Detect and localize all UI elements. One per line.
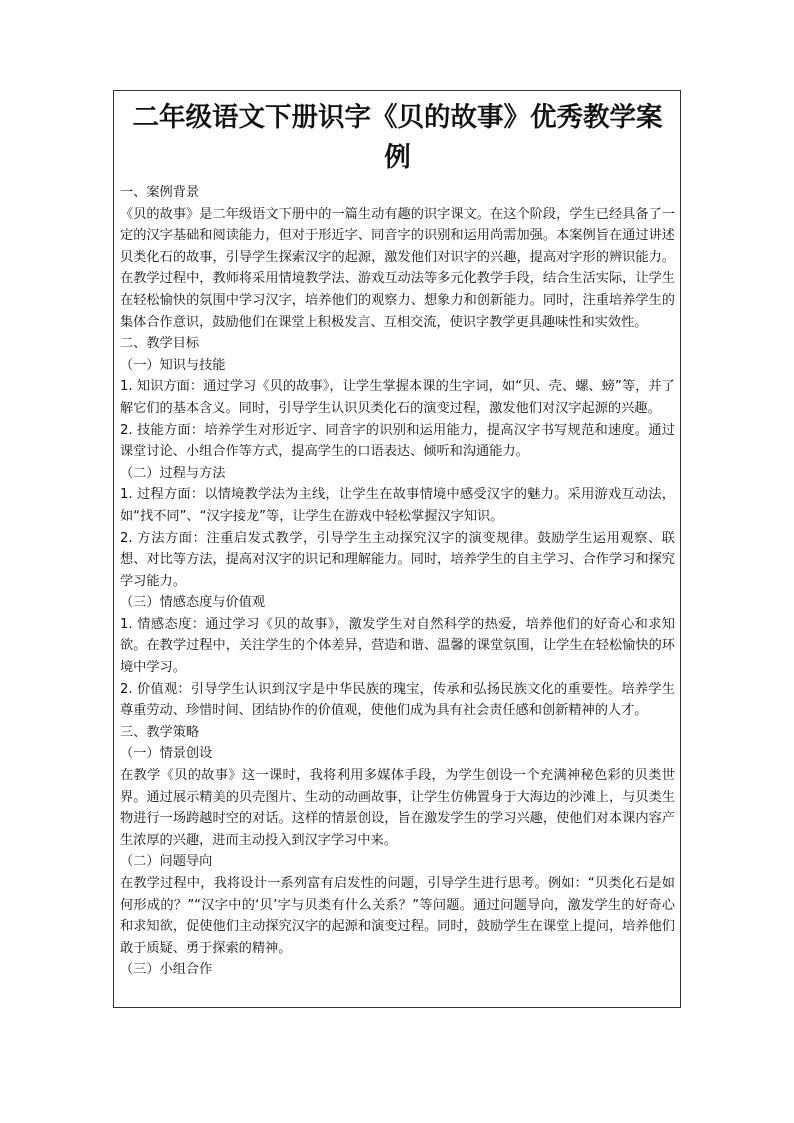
paragraph: 1. 过程方面：以情境教学法为主线，让学生在故事情境中感受汉字的魅力。采用游戏互动法，如“找不同”、“汉字接龙”等，让学生在游戏中轻松掌握汉字知识。 xyxy=(120,487,675,524)
document-frame xyxy=(113,90,681,1008)
section-heading: （一）知识与技能 xyxy=(120,357,226,373)
paragraph: 《贝的故事》是二年级语文下册中的一篇生动有趣的识字课文。在这个阶段，学生已经具备了一定的汉字基础和阅读能力，但对于形近字、同音字的识别和运用尚需加强。本案例旨在通过讲述贝类化石的故事，引导学生探索汉字的起源，激发他们对识字的兴趣，提高对字形的辨识能力。在教学过程中，教师将采用情境教学法、游戏互动法等多元化教学手段，结合生活实际，让学生在轻松愉快的氛围中学习汉字，培养他们的观察力、想象力和创新能力。同时，注重培养学生的集体合作意识，鼓励他们在课堂上积极发言、互相交流，使识字教学更具趣味性和实效性。 xyxy=(120,206,675,330)
paragraph: 1. 知识方面：通过学习《贝的故事》，让学生掌握本课的生字词，如“贝、壳、螺、螃”等，并了解它们的基本含义。同时，引导学生认识贝类化石的演变过程，激发他们对汉字起源的兴趣。 xyxy=(120,379,675,416)
section-heading: （三）小组合作 xyxy=(120,962,213,978)
paragraph: 2. 技能方面：培养学生对形近字、同音字的识别和运用能力，提高汉字书写规范和速度。通过课堂讨论、小组合作等方式，提高学生的口语表达、倾听和沟通能力。 xyxy=(120,422,675,460)
paragraph: 1. 情感态度：通过学习《贝的故事》，激发学生对自然科学的热爱，培养他们的好奇心和求知欲。在教学过程中，关注学生的个体差异，营造和谐、温馨的课堂氛围，让学生在轻松愉快的环境中学习。 xyxy=(120,616,675,676)
section-heading: 三、教学策略 xyxy=(120,724,200,740)
paragraph: 在教学过程中，我将设计一系列富有启发性的问题，引导学生进行思考。例如：“贝类化石是如何形成的？”“汉字中的‘贝’字与贝类有什么关系？”等问题。通过问题导向，激发学生的好奇心和求知欲，促使他们主动探究汉字的起源和演变过程。同时，鼓励学生在课堂上提问，培养他们敢于质疑、勇于探索的精神。 xyxy=(120,876,675,956)
paragraph: 2. 价值观：引导学生认识到汉字是中华民族的瑰宝，传承和弘扬民族文化的重要性。培养学生尊重劳动、珍惜时间、团结协作的价值观，使他们成为具有社会责任感和创新精神的人才。 xyxy=(120,681,675,719)
paragraph: 2. 方法方面：注重启发式教学，引导学生主动探究汉字的演变规律。鼓励学生运用观察、联想、对比等方法，提高对汉字的识记和理解能力。同时，培养学生的自主学习、合作学习和探究学习能力。 xyxy=(120,530,675,589)
section-heading: 一、案例背景 xyxy=(120,185,200,200)
page-title: 二年级语文下册识字《贝的故事》优秀教学案例 xyxy=(132,102,663,173)
section-heading: （二）过程与方法 xyxy=(120,465,226,481)
section-heading: （一）情景创设 xyxy=(120,746,213,762)
paragraph: 在教学《贝的故事》这一课时，我将利用多媒体手段，为学生创设一个充满神秘色彩的贝类世界。通过展示精美的贝壳图片、生动的动画故事，让学生仿佛置身于大海边的沙滩上，与贝类生物进行一场跨越时空的对话。这样的情景创设，旨在激发学生的学习兴趣，使他们对本课内容产生浓厚的兴趣，进而主动投入到汉字学习中来。 xyxy=(120,768,675,848)
document-body xyxy=(120,182,675,981)
section-heading: 二、教学目标 xyxy=(120,336,200,352)
section-heading: （三）情感态度与价值观 xyxy=(120,595,266,611)
section-heading: （二）问题导向 xyxy=(120,854,213,870)
